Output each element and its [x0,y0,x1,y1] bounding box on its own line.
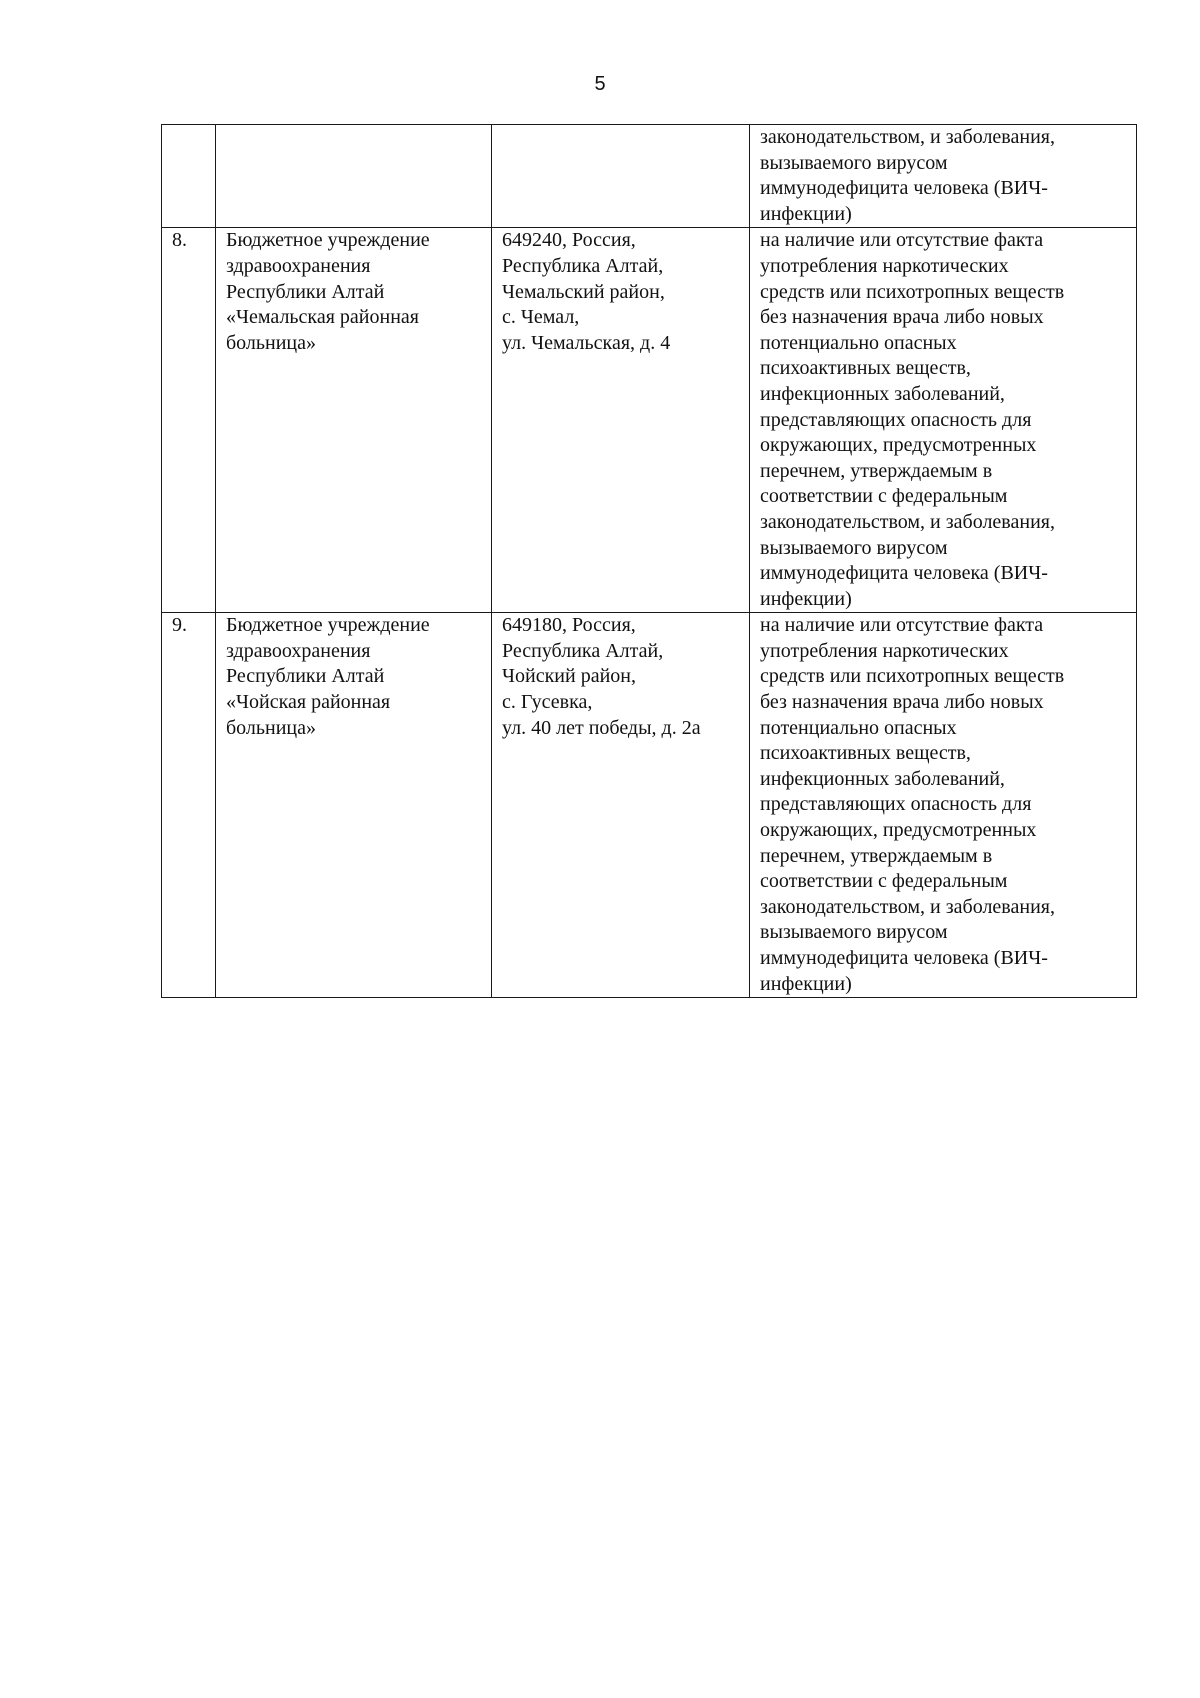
address-line: ул. Чемальская, д. 4 [502,331,671,354]
address-line: 649180, Россия, [502,614,636,637]
row-number-cell: 9. [162,613,216,998]
reason-line: средств или психотропных веществ [760,280,1065,303]
address-line: Чемальский район, [502,280,665,303]
institution-name-line: больница» [226,716,316,739]
reason-line: инфекции) [760,202,852,225]
address-line: Республика Алтай, [502,254,664,277]
page-number: 5 [594,73,606,95]
reason-line: представляющих опасность для [760,793,1032,816]
reason-line: вызываемого вирусом [760,536,948,559]
reason-line: на наличие или отсутствие факта [760,614,1044,637]
reason-line: окружающих, предусмотренных [760,819,1037,842]
reason-line: психоактивных веществ, [760,742,971,765]
institution-name-line: Республики Алтай [226,665,385,688]
reason-line: на наличие или отсутствие факта [760,229,1044,252]
address-cell [492,228,750,613]
table-row [162,613,1137,998]
institution-name-line: здравоохранения [226,254,371,277]
reason-line: представляющих опасность для [760,408,1032,431]
document-table [161,124,1137,998]
address-line: с. Чемал, [502,306,580,329]
reason-line: соответствии с федеральным [760,870,1008,893]
reason-line: потенциально опасных [760,716,957,739]
address-line: Чойский район, [502,665,636,688]
institution-name-line: больница» [226,331,316,354]
reason-line: законодательством, и заболевания, [760,126,1055,148]
reason-cell [750,125,1137,228]
address-line: Республика Алтай, [502,639,664,662]
institution-name-line: здравоохранения [226,639,371,662]
reason-line: законодательством, и заболевания, [760,510,1055,533]
table-row-continuation [162,125,1137,228]
reason-line: употребления наркотических [760,639,1009,662]
reason-line: законодательством, и заболевания, [760,895,1055,918]
reason-line: окружающих, предусмотренных [760,434,1037,457]
reason-line: без назначения врача либо новых [760,691,1044,714]
address-line: с. Гусевка, [502,691,593,714]
reason-line: соответствии с федеральным [760,485,1008,508]
reason-line: инфекции) [760,587,852,610]
reason-line: вызываемого вирусом [760,921,948,944]
reason-line: инфекции) [760,972,852,995]
reason-cell [750,613,1137,998]
table-row [162,228,1137,613]
institution-name-cell [216,125,492,228]
reason-line: перечнем, утверждаемым в [760,459,993,482]
address-line: 649240, Россия, [502,229,636,252]
institution-name-line: «Чемальская районная [226,306,419,329]
institution-name-line: Бюджетное учреждение [226,229,430,252]
reason-line: иммунодефицита человека (ВИЧ- [760,947,1048,969]
address-cell [492,613,750,998]
row-number-cell [162,125,216,228]
reason-line: потенциально опасных [760,331,957,354]
reason-line: перечнем, утверждаемым в [760,844,993,867]
reason-line: иммунодефицита человека (ВИЧ- [760,177,1048,200]
institution-name-line: Республики Алтай [226,280,385,303]
address-cell [492,125,750,228]
reason-cell [750,228,1137,613]
reason-line: без назначения врача либо новых [760,306,1044,329]
reason-line: психоактивных веществ, [760,357,971,380]
reason-line: инфекционных заболеваний, [760,382,1005,405]
institution-name-line: «Чойская районная [226,691,391,714]
institution-name-cell [216,613,492,998]
address-line: ул. 40 лет победы, д. 2а [502,716,701,739]
institution-name-cell [216,228,492,613]
reason-line: употребления наркотических [760,254,1009,277]
reason-line: инфекционных заболеваний, [760,767,1005,790]
reason-line: иммунодефицита человека (ВИЧ- [760,562,1048,585]
reason-line: вызываемого вирусом [760,151,948,174]
reason-line: средств или психотропных веществ [760,665,1065,688]
institution-name-line: Бюджетное учреждение [226,614,430,637]
row-number-cell: 8. [162,228,216,613]
